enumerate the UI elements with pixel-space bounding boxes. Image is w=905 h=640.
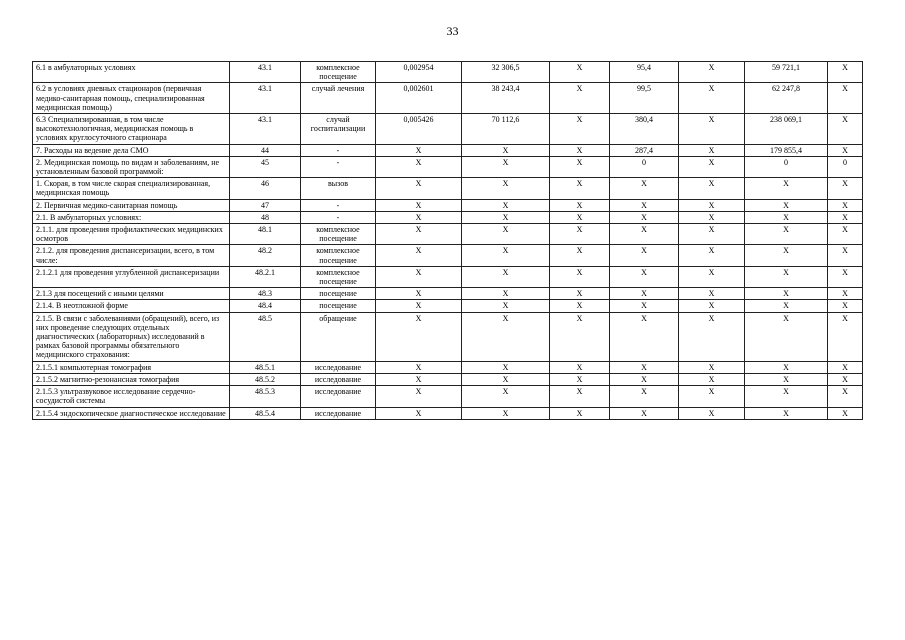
row-value-2-cell: Х <box>462 361 550 373</box>
row-code-cell: 48.2.1 <box>230 266 301 287</box>
row-value-7-cell: Х <box>828 83 863 114</box>
row-unit-cell: комплексное посещение <box>301 62 376 83</box>
row-name-cell: 1. Скорая, в том числе скорая специализированная, медицинская помощь <box>33 178 230 199</box>
row-unit-cell: - <box>301 211 376 223</box>
row-value-1-cell: Х <box>376 144 462 156</box>
row-value-7-cell: Х <box>828 386 863 407</box>
row-value-5-cell: Х <box>679 178 745 199</box>
row-code-cell: 43.1 <box>230 114 301 145</box>
table-row <box>33 156 863 177</box>
table-row <box>33 178 863 199</box>
row-value-7-cell: Х <box>828 407 863 419</box>
row-value-5-cell: Х <box>679 266 745 287</box>
row-code-cell: 48.3 <box>230 288 301 300</box>
row-value-5-cell: Х <box>679 312 745 361</box>
row-value-5-cell: Х <box>679 114 745 145</box>
row-name-cell: 2. Первичная медико-санитарная помощь <box>33 199 230 211</box>
row-value-6-cell: 238 069,1 <box>745 114 828 145</box>
row-unit-cell: вызов <box>301 178 376 199</box>
row-value-4-cell: Х <box>610 407 679 419</box>
row-value-6-cell: Х <box>745 312 828 361</box>
row-value-3-cell: Х <box>550 361 610 373</box>
row-name-cell: 2.1.3 для посещений с иными целями <box>33 288 230 300</box>
row-value-1-cell: Х <box>376 288 462 300</box>
row-value-7-cell: Х <box>828 312 863 361</box>
row-value-2-cell: Х <box>462 373 550 385</box>
row-unit-cell: посещение <box>301 300 376 312</box>
row-value-7-cell: Х <box>828 178 863 199</box>
row-value-2-cell: Х <box>462 245 550 266</box>
row-value-4-cell: Х <box>610 288 679 300</box>
row-value-7-cell: Х <box>828 300 863 312</box>
row-value-4-cell: 0 <box>610 156 679 177</box>
row-unit-cell: - <box>301 199 376 211</box>
row-value-1-cell: Х <box>376 373 462 385</box>
row-value-6-cell: Х <box>745 407 828 419</box>
row-unit-cell: случай госпитализации <box>301 114 376 145</box>
row-unit-cell: - <box>301 156 376 177</box>
row-unit-cell: посещение <box>301 288 376 300</box>
row-value-7-cell: Х <box>828 361 863 373</box>
row-unit-cell: исследование <box>301 407 376 419</box>
row-value-3-cell: Х <box>550 178 610 199</box>
row-value-2-cell: Х <box>462 199 550 211</box>
row-value-5-cell: Х <box>679 83 745 114</box>
row-value-2-cell: Х <box>462 266 550 287</box>
table-row <box>33 114 863 145</box>
row-code-cell: 48.4 <box>230 300 301 312</box>
table-row <box>33 361 863 373</box>
row-value-5-cell: Х <box>679 199 745 211</box>
row-value-3-cell: Х <box>550 312 610 361</box>
row-value-1-cell: 0,002954 <box>376 62 462 83</box>
table-row <box>33 144 863 156</box>
row-unit-cell: исследование <box>301 373 376 385</box>
row-value-2-cell: Х <box>462 300 550 312</box>
row-value-6-cell: Х <box>745 199 828 211</box>
row-value-5-cell: Х <box>679 373 745 385</box>
row-value-3-cell: Х <box>550 300 610 312</box>
row-value-6-cell: Х <box>745 288 828 300</box>
row-value-5-cell: Х <box>679 300 745 312</box>
row-value-7-cell: Х <box>828 373 863 385</box>
table-row <box>33 288 863 300</box>
row-value-4-cell: 95,4 <box>610 62 679 83</box>
row-value-3-cell: Х <box>550 199 610 211</box>
row-value-5-cell: Х <box>679 224 745 245</box>
row-code-cell: 44 <box>230 144 301 156</box>
row-unit-cell: исследование <box>301 386 376 407</box>
row-value-4-cell: Х <box>610 361 679 373</box>
row-value-3-cell: Х <box>550 211 610 223</box>
row-value-1-cell: Х <box>376 386 462 407</box>
row-value-7-cell: Х <box>828 62 863 83</box>
row-value-3-cell: Х <box>550 62 610 83</box>
row-code-cell: 47 <box>230 199 301 211</box>
row-value-3-cell: Х <box>550 245 610 266</box>
row-code-cell: 48 <box>230 211 301 223</box>
row-unit-cell: комплексное посещение <box>301 224 376 245</box>
table-row <box>33 386 863 407</box>
table-row <box>33 199 863 211</box>
row-value-7-cell: Х <box>828 211 863 223</box>
table-row <box>33 300 863 312</box>
row-value-1-cell: Х <box>376 199 462 211</box>
row-value-7-cell: Х <box>828 199 863 211</box>
row-value-4-cell: Х <box>610 199 679 211</box>
row-value-6-cell: 179 855,4 <box>745 144 828 156</box>
row-value-6-cell: 0 <box>745 156 828 177</box>
row-name-cell: 2.1.5. В связи с заболеваниями (обращений), всего, из них проведение следующих отдельных диагностических (лабораторных) исследований в рамках базовой программы обязательного медицинского страхования: <box>33 312 230 361</box>
table-row <box>33 373 863 385</box>
table-row <box>33 83 863 114</box>
row-value-2-cell: 38 243,4 <box>462 83 550 114</box>
row-value-3-cell: Х <box>550 156 610 177</box>
row-code-cell: 48.5.4 <box>230 407 301 419</box>
row-value-7-cell: Х <box>828 144 863 156</box>
row-value-2-cell: Х <box>462 312 550 361</box>
row-value-6-cell: Х <box>745 361 828 373</box>
table-row <box>33 211 863 223</box>
row-code-cell: 43.1 <box>230 83 301 114</box>
row-value-3-cell: Х <box>550 386 610 407</box>
row-value-4-cell: Х <box>610 312 679 361</box>
row-value-5-cell: Х <box>679 245 745 266</box>
row-name-cell: 2.1.1. для проведения профилактических медицинских осмотров <box>33 224 230 245</box>
row-unit-cell: комплексное посещение <box>301 245 376 266</box>
row-value-7-cell: Х <box>828 266 863 287</box>
table-row <box>33 224 863 245</box>
row-unit-cell: обращение <box>301 312 376 361</box>
row-value-3-cell: Х <box>550 83 610 114</box>
row-value-3-cell: Х <box>550 266 610 287</box>
row-value-5-cell: Х <box>679 211 745 223</box>
row-value-1-cell: Х <box>376 312 462 361</box>
table-row <box>33 266 863 287</box>
row-value-2-cell: Х <box>462 386 550 407</box>
row-name-cell: 6.1 в амбулаторных условиях <box>33 62 230 83</box>
row-value-6-cell: Х <box>745 245 828 266</box>
page-number: 33 <box>446 24 459 38</box>
row-code-cell: 48.2 <box>230 245 301 266</box>
row-code-cell: 48.5.2 <box>230 373 301 385</box>
row-value-5-cell: Х <box>679 62 745 83</box>
row-value-7-cell: Х <box>828 245 863 266</box>
row-name-cell: 2.1.5.2 магнитно-резонансная томография <box>33 373 230 385</box>
row-value-4-cell: Х <box>610 224 679 245</box>
row-value-1-cell: Х <box>376 211 462 223</box>
row-value-2-cell: Х <box>462 178 550 199</box>
row-value-4-cell: Х <box>610 211 679 223</box>
row-code-cell: 45 <box>230 156 301 177</box>
row-value-4-cell: 287,4 <box>610 144 679 156</box>
row-value-7-cell: Х <box>828 288 863 300</box>
tariff-table <box>32 61 863 420</box>
table-row <box>33 245 863 266</box>
row-value-2-cell: Х <box>462 211 550 223</box>
row-value-1-cell: Х <box>376 407 462 419</box>
row-value-3-cell: Х <box>550 224 610 245</box>
row-value-1-cell: Х <box>376 361 462 373</box>
row-value-4-cell: Х <box>610 386 679 407</box>
table-row <box>33 62 863 83</box>
row-value-1-cell: 0,005426 <box>376 114 462 145</box>
row-value-2-cell: Х <box>462 156 550 177</box>
row-value-6-cell: 62 247,8 <box>745 83 828 114</box>
row-value-4-cell: 380,4 <box>610 114 679 145</box>
row-value-5-cell: Х <box>679 288 745 300</box>
row-unit-cell: случай лечения <box>301 83 376 114</box>
row-value-1-cell: Х <box>376 224 462 245</box>
row-name-cell: 6.3 Специализированная, в том числе высокотехнологичная, медицинская помощь в условиях круглосуточного стационара <box>33 114 230 145</box>
row-unit-cell: - <box>301 144 376 156</box>
row-code-cell: 43.1 <box>230 62 301 83</box>
row-code-cell: 48.5.3 <box>230 386 301 407</box>
row-value-6-cell: Х <box>745 224 828 245</box>
row-code-cell: 48.5 <box>230 312 301 361</box>
row-value-5-cell: Х <box>679 407 745 419</box>
row-value-2-cell: Х <box>462 144 550 156</box>
row-value-6-cell: Х <box>745 211 828 223</box>
row-value-1-cell: Х <box>376 245 462 266</box>
row-value-5-cell: Х <box>679 144 745 156</box>
row-value-6-cell: Х <box>745 300 828 312</box>
row-value-2-cell: 32 306,5 <box>462 62 550 83</box>
row-value-1-cell: Х <box>376 266 462 287</box>
row-value-3-cell: Х <box>550 407 610 419</box>
row-value-4-cell: Х <box>610 300 679 312</box>
row-code-cell: 48.1 <box>230 224 301 245</box>
row-value-5-cell: Х <box>679 156 745 177</box>
row-name-cell: 2. Медицинская помощь по видам и заболеваниям, не установленным базовой программой: <box>33 156 230 177</box>
row-name-cell: 2.1.5.4 эндоскопическое диагностическое исследование <box>33 407 230 419</box>
row-value-1-cell: Х <box>376 300 462 312</box>
row-name-cell: 2.1.4. В неотложной форме <box>33 300 230 312</box>
row-value-6-cell: Х <box>745 386 828 407</box>
row-value-5-cell: Х <box>679 361 745 373</box>
row-value-4-cell: Х <box>610 373 679 385</box>
row-name-cell: 7. Расходы на ведение дела СМО <box>33 144 230 156</box>
row-value-3-cell: Х <box>550 288 610 300</box>
row-name-cell: 2.1.2.1 для проведения углубленной диспансеризации <box>33 266 230 287</box>
row-value-2-cell: 70 112,6 <box>462 114 550 145</box>
row-value-4-cell: Х <box>610 266 679 287</box>
row-value-7-cell: Х <box>828 224 863 245</box>
row-name-cell: 2.1.5.3 ультразвуковое исследование сердечно-сосудистой системы <box>33 386 230 407</box>
row-name-cell: 2.1. В амбулаторных условиях: <box>33 211 230 223</box>
row-value-6-cell: 59 721,1 <box>745 62 828 83</box>
row-value-1-cell: 0,002601 <box>376 83 462 114</box>
row-value-7-cell: 0 <box>828 156 863 177</box>
row-value-3-cell: Х <box>550 373 610 385</box>
row-name-cell: 2.1.2. для проведения диспансеризации, всего, в том числе: <box>33 245 230 266</box>
row-value-6-cell: Х <box>745 178 828 199</box>
row-value-1-cell: Х <box>376 178 462 199</box>
row-value-6-cell: Х <box>745 373 828 385</box>
row-name-cell: 6.2 в условиях дневных стационаров (первичная медико-санитарная помощь, специализированная медицинская помощь) <box>33 83 230 114</box>
row-code-cell: 48.5.1 <box>230 361 301 373</box>
row-value-4-cell: 99,5 <box>610 83 679 114</box>
row-value-5-cell: Х <box>679 386 745 407</box>
table-body <box>33 62 863 420</box>
table-row <box>33 407 863 419</box>
row-value-3-cell: Х <box>550 114 610 145</box>
row-value-2-cell: Х <box>462 407 550 419</box>
row-value-3-cell: Х <box>550 144 610 156</box>
row-unit-cell: исследование <box>301 361 376 373</box>
row-value-7-cell: Х <box>828 114 863 145</box>
row-value-4-cell: Х <box>610 245 679 266</box>
row-name-cell: 2.1.5.1 компьютерная томография <box>33 361 230 373</box>
row-value-4-cell: Х <box>610 178 679 199</box>
row-value-1-cell: Х <box>376 156 462 177</box>
row-value-2-cell: Х <box>462 224 550 245</box>
row-value-2-cell: Х <box>462 288 550 300</box>
row-unit-cell: комплексное посещение <box>301 266 376 287</box>
row-value-6-cell: Х <box>745 266 828 287</box>
row-code-cell: 46 <box>230 178 301 199</box>
table-row <box>33 312 863 361</box>
